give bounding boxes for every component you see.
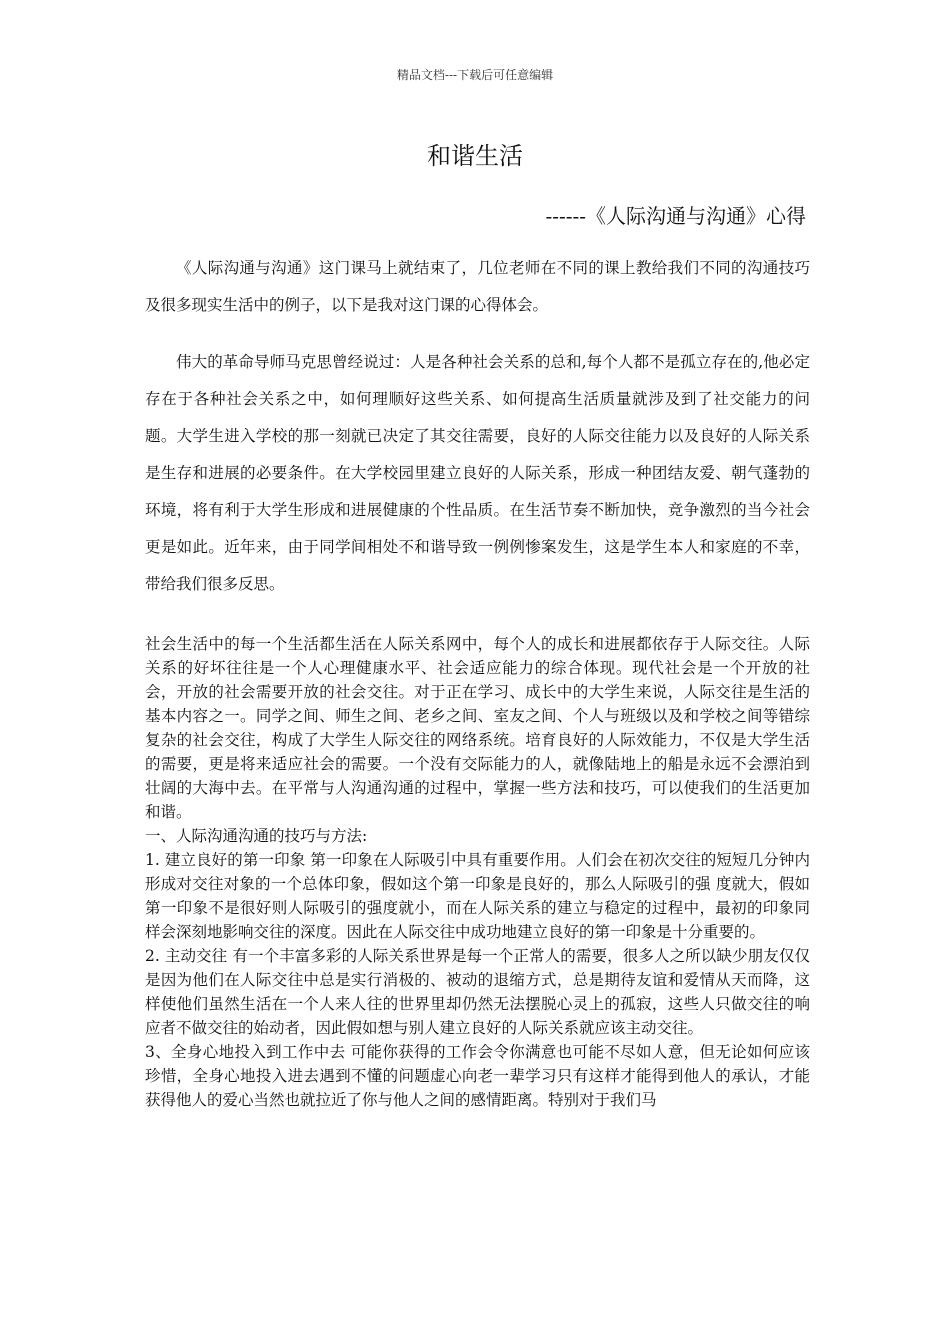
intro-paragraph: 《人际沟通与沟通》这门课马上就结束了，几位老师在不同的课上教给我们不同的沟通技巧及很多现实生活中的例子，以下是我对这门课的心得体会。 xyxy=(145,259,810,314)
document-subtitle: ------《人际沟通与沟通》心得 xyxy=(545,204,806,228)
social-life-paragraph: 社会生活中的每一个生活都生活在人际关系网中，每个人的成长和进展都依存于人际交往。人际关系的好坏往往是一个人心理健康水平、社会适应能力的综合体现。现代社会是一个开放的社会，开放的社会需要开放的社会交往。对于正在学习、成长中的大学生来说，人际交往是生活的基本内容之一。同学之间、师生之间、老乡之间、室友之间、个人与班级以及和学校之间等错综复杂的社会交往，构成了大学生人际交往的网络系统。培育良好的人际效能力，不仅是大学生活的需要，更是将来适应社会的需要。一个没有交际能力的人，就像陆地上的船是永远不会漂泊到壮阔的大海中去。在平常与人沟通沟通的过程中，掌握一些方法和技巧，可以使我们的生活更加和谐。 xyxy=(145,635,810,821)
document-title: 和谐生活 xyxy=(427,142,523,170)
body-section xyxy=(145,632,810,1112)
list-item-work-devotion: 3、全身心地投入到工作中去 可能你获得的工作会令你满意也可能不尽如人意，但无论如何应该珍惜，全身心地投入进去遇到不懂的问题虚心向老一辈学习只有这样才能得到他人的承认，才能获得他人的爱心当然也就拉近了你与他人之间的感情距离。特别对于我们马 xyxy=(145,1043,810,1109)
marx-paragraph: 伟大的革命导师马克思曾经说过：人是各种社会关系的总和,每个人都不是孤立存在的,他必定存在于各种社会关系之中，如何理顺好这些关系、如何提高生活质量就涉及到了社交能力的问题。大学生进入学校的那一刻就已决定了其交往需要，良好的人际交往能力以及良好的人际关系是生存和进展的必要条件。在大学校园里建立良好的人际关系，形成一种团结友爱、朝气蓬勃的环境，将有利于大学生形成和进展健康的个性品质。在生活节奏不断加快，竞争激烈的当今社会更是如此。近年来，由于同学间相处不和谐导致一例例惨案发生，这是学生本人和家庭的不幸，带给我们很多反思。 xyxy=(145,353,810,593)
intro-section xyxy=(145,250,810,324)
marx-section xyxy=(145,344,810,603)
header-note: 精品文档---下载后可任意编辑 xyxy=(396,68,554,82)
list-item-first-impression: 1. 建立良好的第一印象 第一印象在人际吸引中具有重要作用。人们会在初次交往的短短几分钟内形成对交往对象的一个总体印象，假如这个第一印象是良好的，那么人际吸引的强 度就大，假如第一印象不是很好则人际吸引的强度就小，而在人际关系的建立与稳定的过程中，最初的印象同样会深刻地影响交往的深度。因此在人际交往中成功地建立良好的第一印象是十分重要的。 xyxy=(145,851,810,941)
list-item-active-interaction: 2. 主动交往 有一个丰富多彩的人际关系世界是每一个正常人的需要，很多人之所以缺少朋友仅仅是因为他们在人际交往中总是实行消极的、被动的退缩方式，总是期待友谊和爱情从天而降，这样使他们虽然生活在一个人来人往的世界里却仍然无法摆脱心灵上的孤寂，这些人只做交往的响应者不做交往的始动者，因此假如想与别人建立良好的人际关系就应该主动交往。 xyxy=(145,947,810,1037)
section-heading: 一、人际沟通沟通的技巧与方法: xyxy=(145,827,368,845)
